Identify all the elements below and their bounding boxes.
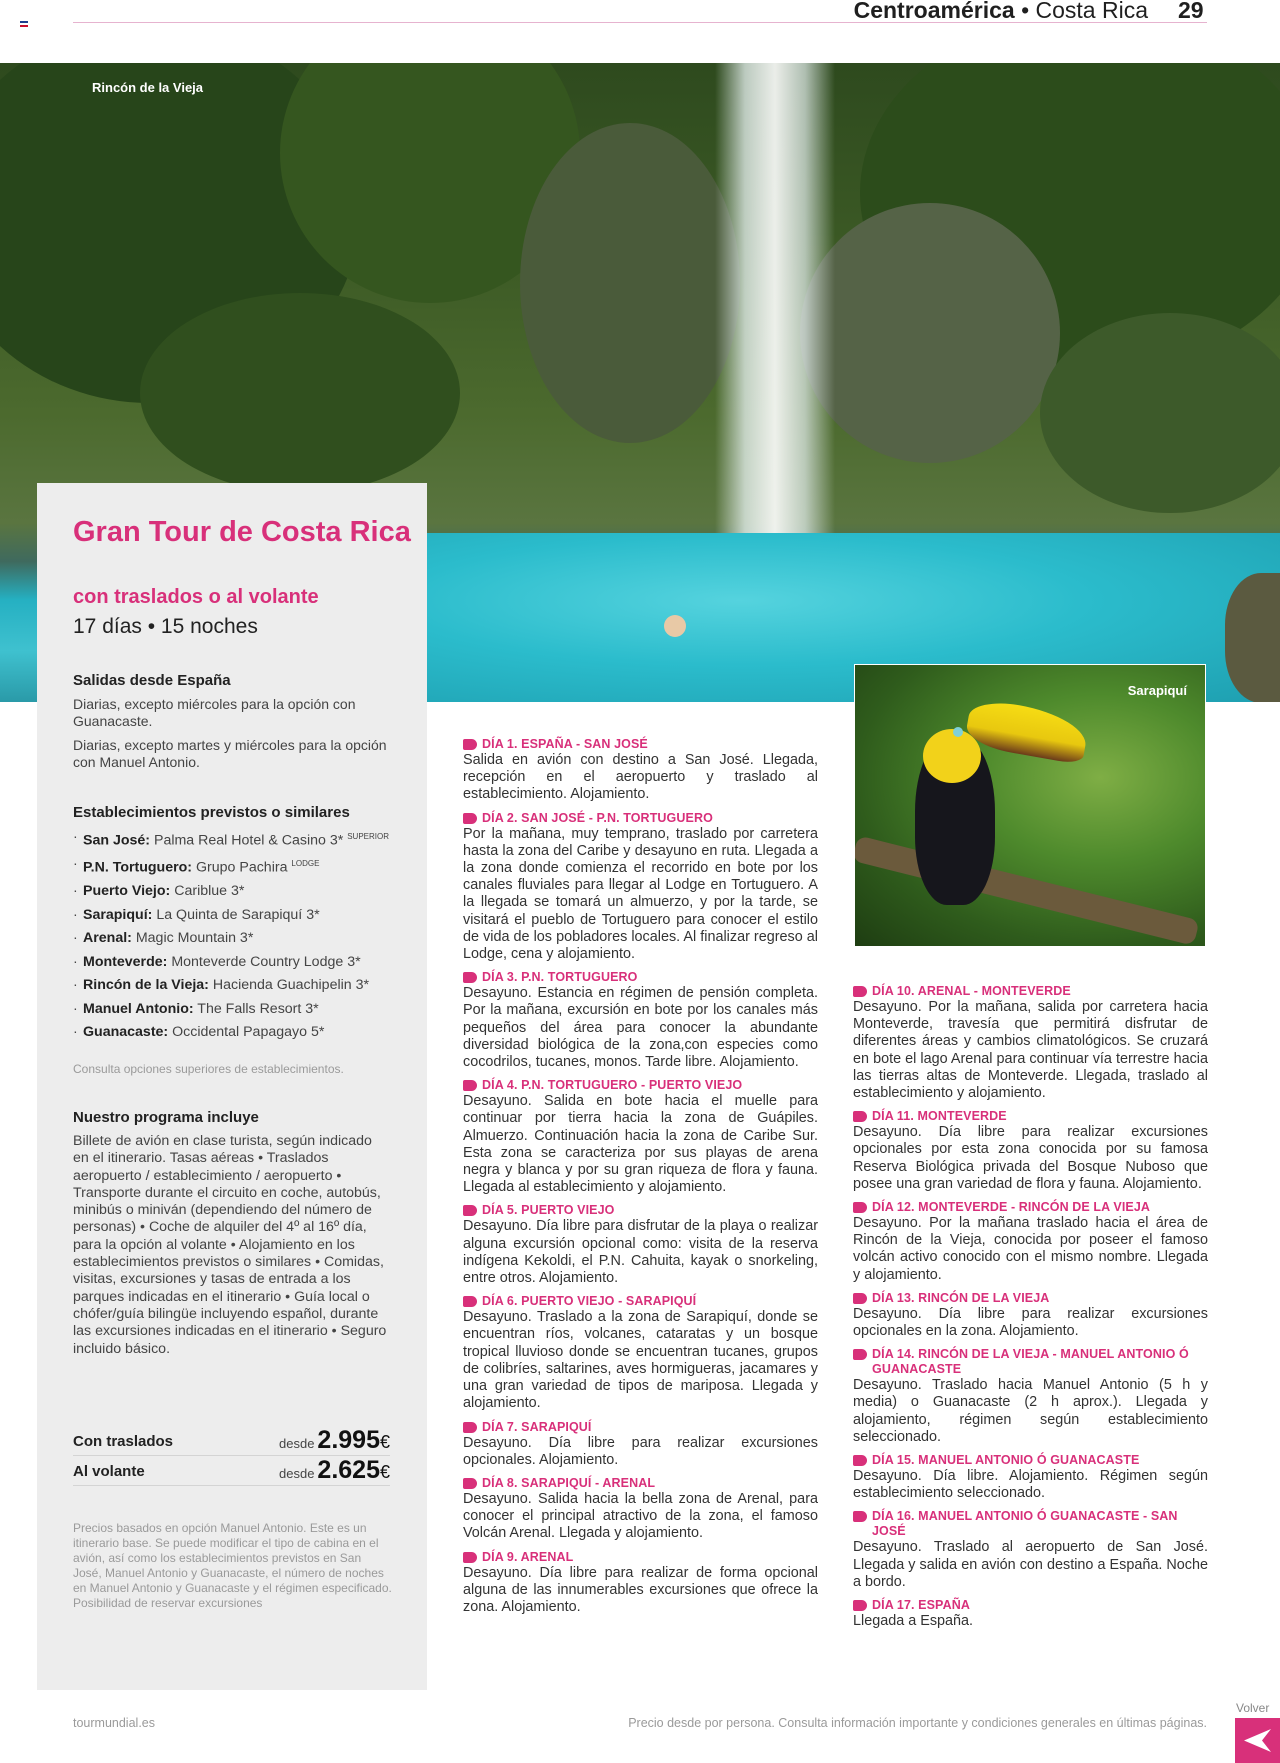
info-panel bbox=[37, 483, 427, 1690]
day-bullet-icon bbox=[853, 1293, 867, 1304]
program-heading: Nuestro programa incluye bbox=[73, 1109, 259, 1126]
day-description: Desayuno. Día libre. Alojamiento. Régimen según establecimiento seleccionado. bbox=[853, 1468, 1208, 1502]
day-bullet-icon bbox=[463, 1422, 477, 1433]
day-title-text: DÍA 14. RINCÓN DE LA VIEJA - MANUEL ANTONIO Ó GUANACASTE bbox=[872, 1347, 1189, 1377]
day-title bbox=[853, 1200, 1208, 1215]
day-title bbox=[463, 1294, 818, 1309]
itinerary-day bbox=[853, 1598, 1208, 1630]
itinerary-day bbox=[853, 1291, 1208, 1340]
day-description: Por la mañana, muy temprano, traslado por carretera hasta la zona del Caribe y desayuno en ruta. Llegada a la zona donde comienza el recorrido en bote por los canales fluviales para llegar al Lodge en Tortuguero. A la llegada se tomará un almuerzo, y por la tarde, se visitará el pueblo de Tortuguero para conocer el estilo de vida de los pobladores locales. Al finalizar regreso al Lodge, cena y alojamiento. bbox=[463, 825, 818, 963]
hotel-name: The Falls Resort 3* bbox=[197, 1000, 319, 1017]
hotel-item bbox=[73, 855, 413, 877]
day-title-text: DÍA 12. MONTEVERDE - RINCÓN DE LA VIEJA bbox=[872, 1200, 1151, 1215]
hotels-list bbox=[73, 828, 413, 1047]
day-title bbox=[463, 1476, 818, 1491]
day-bullet-icon bbox=[463, 739, 477, 750]
day-title-text: DÍA 16. MANUEL ANTONIO Ó GUANACASTE - SAN JOSÉ bbox=[872, 1509, 1178, 1539]
hero-caption: Rincón de la Vieja bbox=[92, 80, 204, 95]
day-description: Desayuno. Día libre para realizar excursiones opcionales por esta zona conocida por su famosa Reserva Biológica privada del Bosque Nuboso que posee una gran variedad de flora y fauna. Alojamiento. bbox=[853, 1124, 1208, 1192]
day-bullet-icon bbox=[463, 1080, 477, 1091]
hotel-place: Guanacaste: bbox=[83, 1024, 169, 1041]
day-title-text: DÍA 13. RINCÓN DE LA VIEJA bbox=[872, 1290, 1050, 1305]
itinerary-day bbox=[463, 737, 818, 804]
program-text: Billete de avión en clase turista, según indicado en el itinerario. Tasas aéreas • Traslados aeropuerto / establecimiento / aeropuerto • Transporte durante el circuito en coche, autobús, minibús o miniván (dependiendo del número de personas) • Coche de alquiler del 4º al 16º día, para la opción al volante • Alojamiento en los establecimientos previstos o similares • Comidas, visitas, excursiones y tasas de entrada a los parques indicadas en el itinerario • Guía local o chófer/guía bilingüe incluyendo español, durante las excursiones indicadas en el itinerario • Seguro incluido básico. bbox=[73, 1133, 387, 1357]
hotel-place: Monteverde: bbox=[83, 953, 168, 970]
day-title bbox=[463, 970, 818, 985]
hotel-place: P.N. Tortuguero: bbox=[83, 859, 193, 876]
price-note: Precios basados en opción Manuel Antonio. Este es un itinerario base. Se puede modificar el tipo de cabina en el avión, así como los establecimientos previstos en San José, Manuel Antonio y Guanacaste, el número de noches en Manuel Antonio y Guanacaste y el régimen especificado. Posibilidad de reservar excursiones bbox=[73, 1521, 392, 1610]
day-bullet-icon bbox=[853, 1111, 867, 1122]
day-description: Desayuno. Salida hacia la bella zona de Arenal, para conocer el principal atractivo de la zona, el famoso Volcán Arenal. Llegada y alojamiento. bbox=[463, 1490, 818, 1542]
day-bullet-icon bbox=[463, 972, 477, 983]
day-description: Salida en avión con destino a San José. Llegada, recepción en el aeropuerto y traslado al establecimiento. Alojamiento. bbox=[463, 752, 818, 803]
day-bullet-icon bbox=[853, 1600, 867, 1611]
hotel-place: Rincón de la Vieja: bbox=[83, 977, 209, 994]
back-label: Volver bbox=[1236, 1701, 1270, 1715]
hotel-item bbox=[73, 906, 413, 924]
departures-text-1: Diarias, excepto miércoles para la opción con Guanacaste. bbox=[73, 696, 356, 729]
hotel-name: Magic Mountain 3* bbox=[135, 930, 254, 947]
day-bullet-icon bbox=[463, 813, 477, 824]
hotel-name: Occidental Papagayo 5* bbox=[172, 1024, 325, 1041]
day-bullet-icon bbox=[853, 1202, 867, 1213]
day-title bbox=[853, 1598, 1208, 1613]
hotels-heading: Establecimientos previstos o similares bbox=[73, 804, 350, 821]
price-currency: € bbox=[379, 1462, 390, 1482]
price-row-transfers bbox=[73, 1426, 390, 1456]
day-title bbox=[463, 1078, 818, 1093]
day-title bbox=[853, 1291, 1208, 1306]
day-title-text: DÍA 6. PUERTO VIEJO - SARAPIQUÍ bbox=[482, 1294, 697, 1309]
itinerary-day bbox=[463, 1420, 818, 1469]
back-button[interactable] bbox=[1235, 1718, 1280, 1763]
day-description: Desayuno. Por la mañana, salida por carretera hacia Monteverde, travesía que permitirá disfrutar de diferentes áreas y cambios climatológicos. Se cruzará en bote el lago Arenal para continuar vía terrestre hacia las tierras altas de Monteverde. Llegada, traslado al establecimiento y alojamiento. bbox=[853, 999, 1208, 1102]
hotel-place: Arenal: bbox=[83, 930, 132, 947]
day-description: Desayuno. Día libre para realizar de forma opcional alguna de las innumerables excursiones que ofrece la zona. Alojamiento. bbox=[463, 1564, 818, 1615]
itinerary-day bbox=[853, 1453, 1208, 1502]
itinerary-day bbox=[463, 1550, 818, 1617]
itinerary-day bbox=[463, 1476, 818, 1543]
hotel-item bbox=[73, 882, 413, 900]
hotel-name: Monteverde Country Lodge 3* bbox=[171, 953, 361, 970]
branch bbox=[854, 835, 1200, 945]
itinerary-day bbox=[463, 970, 818, 1071]
day-bullet-icon bbox=[463, 1205, 477, 1216]
day-description: Desayuno. Por la mañana traslado hacia el área de Rincón de la Vieja, conocida por poseer el famoso volcán activo conocido con el mismo nombre. Llegada y alojamiento. bbox=[853, 1215, 1208, 1283]
day-title bbox=[463, 1203, 818, 1218]
day-bullet-icon bbox=[463, 1478, 477, 1489]
flag-icon bbox=[20, 21, 28, 27]
day-description: Desayuno. Salida en bote hacia el muelle para continuar por tierra hacia la zona de Guápiles. Almuerzo. Continuación hacia la zona de Caribe Sur. Esta zona se caracteriza por sus playas de arena negra y blanca y por su gran riqueza de flora y fauna. Llegada al establecimiento y alojamiento. bbox=[463, 1093, 818, 1196]
day-title-text: DÍA 15. MANUEL ANTONIO Ó GUANACASTE bbox=[872, 1453, 1140, 1468]
itinerary-day bbox=[463, 811, 818, 964]
day-title-text: DÍA 1. ESPAÑA - SAN JOSÉ bbox=[482, 737, 648, 751]
itinerary-column-1 bbox=[463, 737, 818, 1623]
hotel-item bbox=[73, 1023, 413, 1041]
toucan-photo bbox=[854, 664, 1206, 947]
swimmer bbox=[664, 615, 686, 637]
day-title bbox=[463, 811, 818, 826]
toucan-eye bbox=[953, 727, 963, 737]
hotel-place: Puerto Viejo: bbox=[83, 883, 171, 900]
header-separator: • bbox=[1021, 0, 1030, 23]
day-description: Desayuno. Traslado al aeropuerto de San José. Llegada y salida en avión con destino a España. Noche a bordo. bbox=[853, 1539, 1208, 1590]
day-title bbox=[463, 1420, 818, 1435]
day-bullet-icon bbox=[853, 986, 867, 997]
rock bbox=[1225, 573, 1280, 702]
price-label: Al volante bbox=[73, 1463, 145, 1480]
hotel-name: Cariblue 3* bbox=[174, 883, 245, 900]
itinerary-day bbox=[463, 1078, 818, 1196]
hotel-item bbox=[73, 828, 413, 850]
day-bullet-icon bbox=[463, 1296, 477, 1307]
photo-caption: Sarapiquí bbox=[1127, 683, 1187, 698]
day-bullet-icon bbox=[463, 1552, 477, 1563]
day-title-text: DÍA 4. P.N. TORTUGUERO - PUERTO VIEJO bbox=[482, 1078, 743, 1093]
hotel-place: San José: bbox=[83, 832, 151, 849]
itinerary-day bbox=[853, 984, 1208, 1102]
price-label: Con traslados bbox=[73, 1433, 174, 1450]
itinerary-day bbox=[853, 1347, 1208, 1446]
day-bullet-icon bbox=[853, 1349, 867, 1360]
day-title bbox=[853, 1109, 1208, 1124]
day-title-text: DÍA 5. PUERTO VIEJO bbox=[482, 1203, 615, 1218]
day-title-text: DÍA 8. SARAPIQUÍ - ARENAL bbox=[482, 1475, 656, 1490]
hotel-category: LODGE bbox=[291, 859, 320, 869]
day-description: Desayuno. Día libre para realizar excursiones opcionales en la zona. Alojamiento. bbox=[853, 1305, 1208, 1340]
day-title bbox=[853, 1347, 1208, 1377]
day-description: Llegada a España. bbox=[853, 1613, 974, 1630]
trip-title: Gran Tour de Costa Rica bbox=[73, 516, 411, 548]
hotel-name: Palma Real Hotel & Casino 3* bbox=[153, 832, 344, 849]
day-title-text: DÍA 9. ARENAL bbox=[482, 1549, 574, 1564]
day-description: Desayuno. Día libre para realizar excursiones opcionales. Alojamiento. bbox=[463, 1434, 818, 1468]
page-header bbox=[0, 0, 1280, 58]
footer-note: Precio desde por persona. Consulta información importante y condiciones generales en últimas páginas. bbox=[628, 1716, 1207, 1730]
departures-heading: Salidas desde España bbox=[73, 672, 231, 689]
hotel-item bbox=[73, 976, 413, 994]
day-description: Desayuno. Traslado hacia Manuel Antonio (5 h y media) o Guanacaste (2 h aprox.). Llegada y alojamiento, régimen según establecimiento seleccionado. bbox=[853, 1377, 1208, 1445]
day-title-text: DÍA 3. P.N. TORTUGUERO bbox=[482, 970, 638, 985]
day-title bbox=[463, 737, 818, 752]
price-value: 2.995 bbox=[317, 1426, 380, 1454]
itinerary-day bbox=[853, 1200, 1208, 1284]
header-region: Centroamérica bbox=[853, 0, 1015, 23]
day-description: Desayuno. Día libre para disfrutar de la playa o realizar alguna excursión opcional como: visita de la reserva indígena Kekoldi, el P.N. Cahuita, kayak o snorkeling, entre otros. Alojamiento. bbox=[463, 1218, 818, 1287]
trip-subtitle: con traslados o al volante bbox=[73, 586, 319, 608]
day-description: Desayuno. Estancia en régimen de pensión completa. Por la mañana, excursión en bote por los canales más pequeños del área para conocer la abundante diversidad biológica de la zona,con especies como cocodrilos, tucanes, monos. Tarde libre. Alojamiento. bbox=[463, 985, 818, 1071]
hotel-name: Hacienda Guachipelin 3* bbox=[212, 977, 370, 994]
hotel-place: Sarapiquí: bbox=[83, 906, 153, 923]
hotel-name: La Quinta de Sarapiquí 3* bbox=[156, 906, 320, 923]
day-title bbox=[853, 984, 1208, 999]
day-title-text: DÍA 11. MONTEVERDE bbox=[872, 1109, 1007, 1124]
itinerary-column-2 bbox=[853, 984, 1208, 1637]
day-title bbox=[463, 1550, 818, 1565]
day-title-text: DÍA 7. SARAPIQUÍ bbox=[482, 1419, 592, 1434]
hotel-category: SUPERIOR bbox=[347, 832, 389, 841]
footer-site: tourmundial.es bbox=[73, 1716, 155, 1730]
hotel-name: Grupo Pachira bbox=[195, 859, 288, 876]
itinerary-day bbox=[463, 1203, 818, 1287]
page-number: 29 bbox=[1178, 0, 1204, 23]
day-bullet-icon bbox=[853, 1511, 867, 1522]
day-title-text: DÍA 10. ARENAL - MONTEVERDE bbox=[872, 984, 1071, 998]
waterfall bbox=[715, 63, 835, 533]
back-arrow-icon bbox=[1244, 1729, 1271, 1752]
day-bullet-icon bbox=[853, 1455, 867, 1466]
trip-duration: 17 días • 15 noches bbox=[73, 615, 258, 638]
day-title-text: DÍA 2. SAN JOSÉ - P.N. TORTUGUERO bbox=[482, 810, 713, 825]
hotel-place: Manuel Antonio: bbox=[83, 1000, 194, 1017]
departures-text-2: Diarias, excepto martes y miércoles para la opción con Manuel Antonio. bbox=[73, 737, 387, 770]
price-from: desde bbox=[279, 1466, 315, 1481]
header-title bbox=[854, 0, 1148, 24]
itinerary-day bbox=[463, 1294, 818, 1412]
day-title-text: DÍA 17. ESPAÑA bbox=[872, 1598, 970, 1613]
hotel-item bbox=[73, 953, 413, 971]
price-value: 2.625 bbox=[317, 1456, 380, 1484]
itinerary-day bbox=[853, 1109, 1208, 1193]
hotel-item bbox=[73, 1000, 413, 1018]
price-row-self-drive bbox=[73, 1456, 390, 1486]
day-description: Desayuno. Traslado a la zona de Sarapiquí, donde se encuentran ríos, volcanes, cataratas y un bosque tropical lluvioso donde se encuentran tucanes, grupos de colibríes, saltarines, aves hormigueras, jacamares y una gran variedad de tipos de mariposa. Llegada y alojamiento. bbox=[463, 1309, 818, 1412]
header-country: Costa Rica bbox=[1035, 0, 1148, 23]
day-title bbox=[853, 1453, 1208, 1468]
itinerary-day bbox=[853, 1509, 1208, 1591]
price-from: desde bbox=[279, 1436, 315, 1451]
hotels-note: Consulta opciones superiores de establecimientos. bbox=[73, 1062, 344, 1076]
hotel-item bbox=[73, 929, 413, 947]
day-title bbox=[853, 1509, 1208, 1539]
price-currency: € bbox=[379, 1432, 390, 1452]
